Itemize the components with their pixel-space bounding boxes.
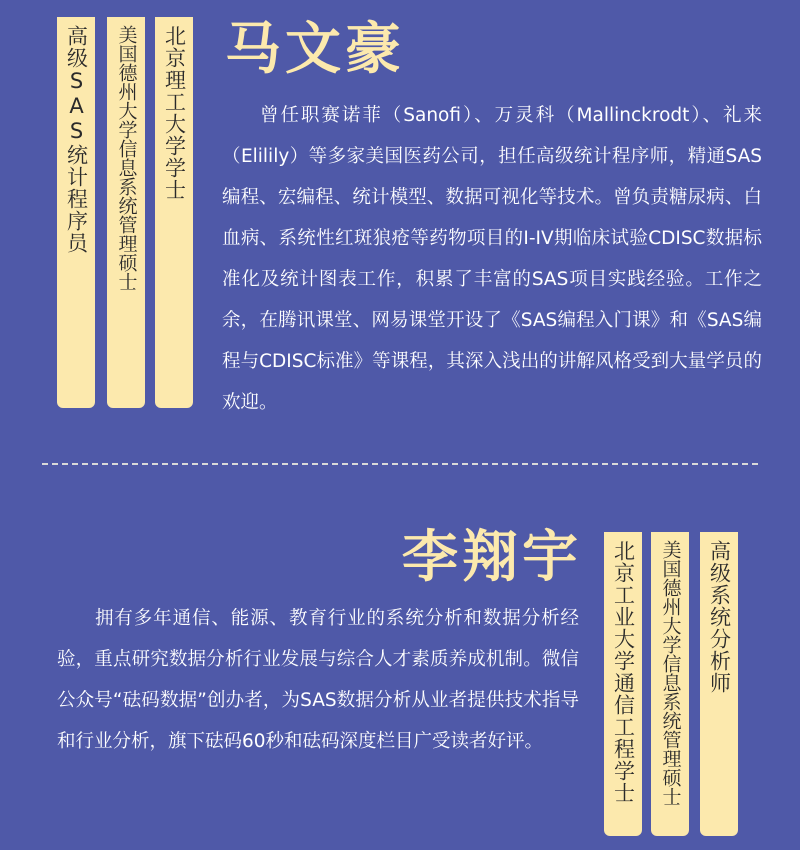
person1-bio: 曾任职赛诺菲（Sanofi）、万灵科（Mallinckrodt）、礼来（Elilily）等多家美国医药公司，担任高级统计程序师，精通SAS编程、宏编程、统计模型、数据可视化等技术。曾负责糖尿病、白血病、系统性红斑狼疮等药物项目的I-IV期临床试验CDISC数据标准化及统计图表工作，积累了丰富的SAS项目实践经验。工作之余，在腾讯课堂、网易课堂开设了《SAS编程入门课》和《SAS编程与CDISC标准》等课程，其深入浅出的讲解风格受到大量学员的欢迎。 <box>222 105 762 413</box>
tag-master-2-text: 美国德州大学信息系统管理硕士 <box>659 540 682 806</box>
person2-name: 李翔宇 <box>402 525 582 590</box>
tag-title-1-text: 高级SAS统计程序员 <box>64 25 89 254</box>
tag-title-2 <box>700 532 738 836</box>
tag-bachelor-2-text: 北京工业大学通信工程学士 <box>611 540 636 804</box>
tag-bachelor-1-text: 北京理工大学学士 <box>162 25 187 201</box>
tag-master-2 <box>651 532 689 836</box>
tag-master-1-text: 美国德州大学信息系统管理硕士 <box>115 25 138 291</box>
person1-name: 马文豪 <box>225 17 405 82</box>
person2-bio: 拥有多年通信、能源、教育行业的系统分析和数据分析经验，重点研究数据分析行业发展与综合人才素质养成机制。微信公众号“砝码数据”创办者，为SAS数据分析从业者提供技术指导和行业分析，旗下砝码60秒和砝码深度栏目广受读者好评。 <box>57 608 579 752</box>
tag-title-1 <box>57 17 95 408</box>
tag-bachelor-1 <box>155 17 193 408</box>
tag-bachelor-2 <box>604 532 642 836</box>
section-divider <box>42 463 758 465</box>
tag-master-1 <box>107 17 145 408</box>
tag-title-2-text: 高级系统分析师 <box>707 540 732 694</box>
